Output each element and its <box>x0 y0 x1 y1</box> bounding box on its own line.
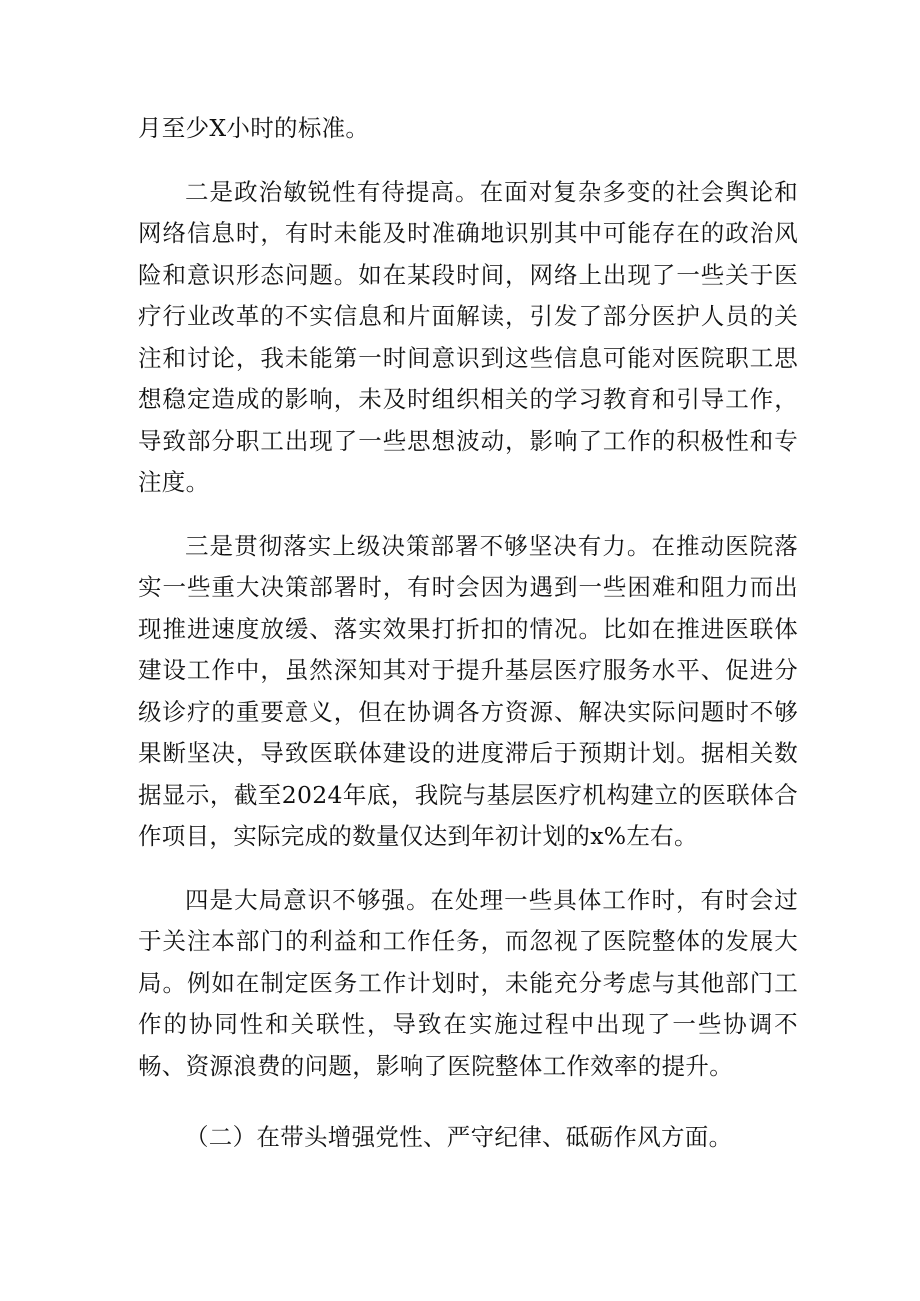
paragraph-political-sensitivity: 二是政治敏锐性有待提高。在面对复杂多变的社会舆论和网络信息时，有时未能及时准确地识别其中可能存在的政治风险和意识形态问题。如在某段时间，网络上出现了一些关于医疗行业改革的不实信息和片面解读，引发了部分医护人员的关注和讨论，我未能第一时间意识到这些信息可能对医院职工思想稳定造成的影响，未及时组织相关的学习教育和引导工作，导致部分职工出现了一些思想波动，影响了工作的积极性和专注度。 <box>138 177 798 496</box>
paragraph-continuation: 月至少X小时的标准。 <box>138 114 370 142</box>
paragraph-overall-awareness: 四是大局意识不够强。在处理一些具体工作时，有时会过于关注本部门的利益和工作任务，而忽视了医院整体的发展大局。例如在制定医务工作计划时，未能充分考虑与其他部门工作的协同性和关联性，导致在实施过程中出现了一些协调不畅、资源浪费的问题，影响了医院整体工作效率的提升。 <box>138 885 798 1080</box>
paragraph-implementation: 三是贯彻落实上级决策部署不够坚决有力。在推动医院落实一些重大决策部署时，有时会因为遇到一些困难和阻力而出现推进速度放缓、落实效果打折扣的情况。比如在推进医联体建设工作中，虽然深知其对于提升基层医疗服务水平、促进分级诊疗的重要意义，但在协调各方资源、解决实际问题时不够果断坚决，导致医联体建设的进度滞后于预期计划。据相关数据显示，截至2024年底，我院与基层医疗机构建立的医联体合作项目，实际完成的数量仅达到年初计划的x%左右。 <box>138 531 798 850</box>
section-heading: （二）在带头增强党性、严守纪律、砥砺作风方面。 <box>185 1123 733 1151</box>
document-page <box>138 108 798 1159</box>
